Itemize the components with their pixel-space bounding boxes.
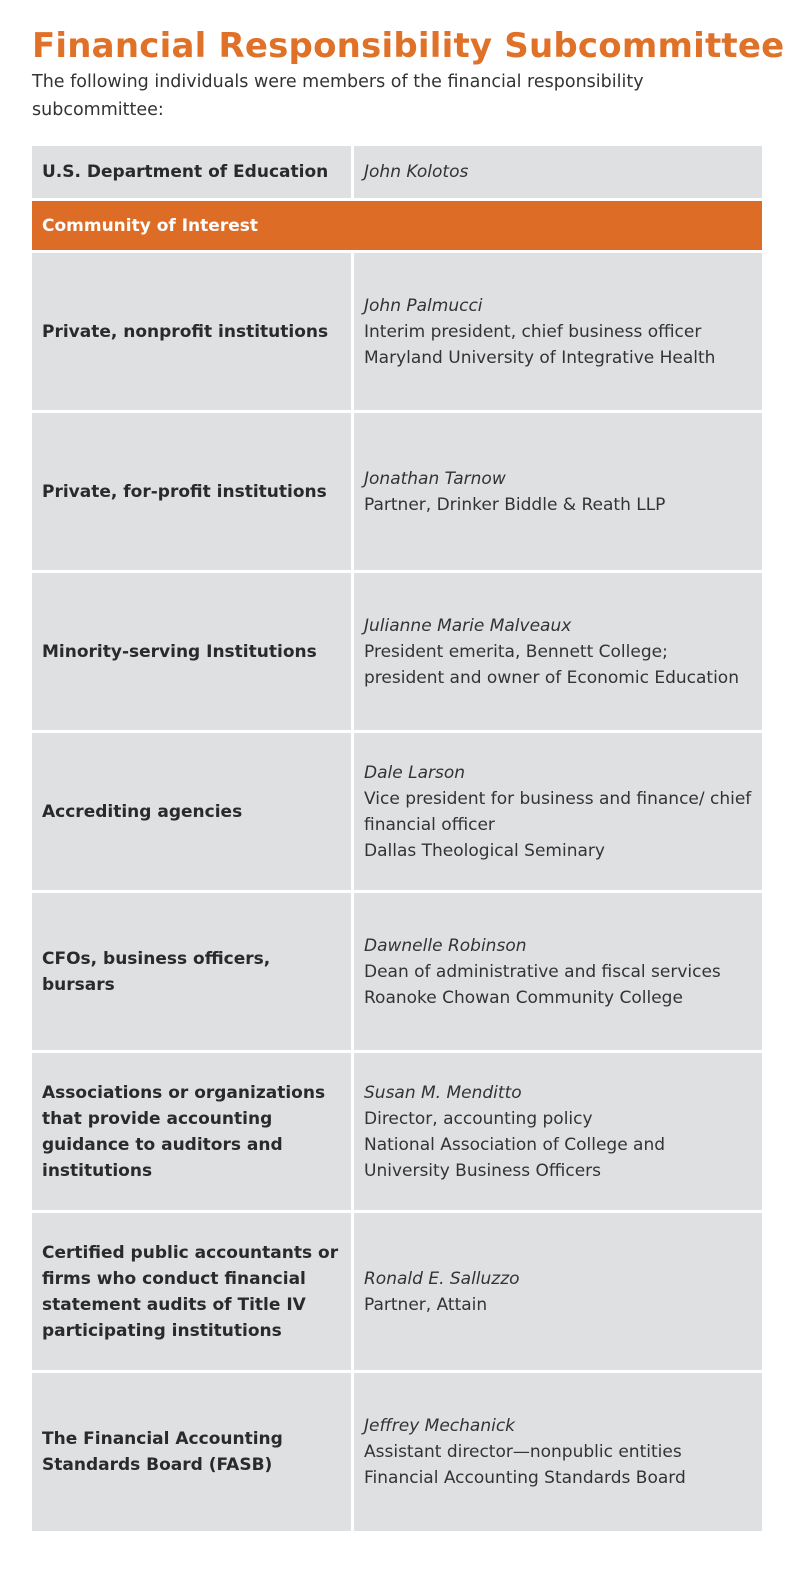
member-detail: Vice president for business and finance/ chief financial officer xyxy=(364,788,752,835)
member-detail: Assistant director—nonpublic entities xyxy=(364,1442,682,1462)
table-row xyxy=(32,413,762,573)
member-detail: Dallas Theological Seminary xyxy=(364,840,605,861)
row-members xyxy=(354,413,762,570)
row-members xyxy=(354,1213,762,1370)
row-members xyxy=(354,1373,762,1531)
row-members xyxy=(354,146,762,198)
member-detail: Partner, Attain xyxy=(364,1294,488,1315)
member-name: Julianne Marie Malveaux xyxy=(364,615,572,636)
row-label: Associations or organizations that provide accounting guidance to auditors and institutions xyxy=(32,1053,354,1210)
member-detail: Financial Accounting Standards Board xyxy=(364,1468,686,1488)
table-row xyxy=(32,253,762,413)
intro-text: The following individuals were members of the financial responsibility subcommittee: xyxy=(32,72,644,120)
member-name: John Kolotos xyxy=(364,162,469,182)
row-members xyxy=(354,893,762,1050)
member-name: Dale Larson xyxy=(364,762,466,783)
member-detail: Roanoke Chowan Community College xyxy=(364,987,683,1008)
row-label: Minority-serving Institutions xyxy=(32,573,354,730)
member-name: Dawnelle Robinson xyxy=(364,935,527,956)
member-detail: Partner, Drinker Biddle & Reath LLP xyxy=(364,494,666,515)
section-band: Community of Interest xyxy=(32,201,762,253)
row-members xyxy=(354,1053,762,1210)
row-label: The Financial Accounting Standards Board (FASB) xyxy=(32,1373,354,1531)
member-name: Jonathan Tarnow xyxy=(364,468,506,489)
row-members xyxy=(354,733,762,890)
member-detail: Maryland University of Integrative Health xyxy=(364,347,716,368)
member-name: Susan M. Menditto xyxy=(364,1082,522,1103)
member-name: Ronald E. Salluzzo xyxy=(364,1268,520,1289)
table-row xyxy=(32,573,762,733)
row-label: CFOs, business officers, bursars xyxy=(32,893,354,1050)
member-detail: National Association of College and University Business Officers xyxy=(364,1134,666,1181)
member-detail: Interim president, chief business officer xyxy=(364,321,702,342)
member-detail: President emerita, Bennett College; president and owner of Economic Education xyxy=(364,641,739,688)
member-name: John Palmucci xyxy=(364,295,483,316)
page-title: Financial Responsibility Subcommittee xyxy=(32,26,785,66)
row-members xyxy=(354,253,762,410)
table-row xyxy=(32,1213,762,1373)
member-detail: Director, accounting policy xyxy=(364,1108,593,1129)
member-detail: Dean of administrative and fiscal services xyxy=(364,961,721,982)
row-members xyxy=(354,573,762,730)
row-label: Accrediting agencies xyxy=(32,733,354,890)
row-label: U.S. Department of Education xyxy=(32,146,354,198)
row-label: Certified public accountants or firms who conduct financial statement audits of Title IV participating institutions xyxy=(32,1213,354,1370)
row-label: Private, nonprofit institutions xyxy=(32,253,354,410)
table-row-department xyxy=(32,146,762,201)
row-label: Private, for-profit institutions xyxy=(32,413,354,570)
member-name: Jeffrey Mechanick xyxy=(364,1416,516,1436)
table-row xyxy=(32,1053,762,1213)
members-table xyxy=(32,146,762,1531)
table-row xyxy=(32,893,762,1053)
table-row xyxy=(32,733,762,893)
table-row xyxy=(32,1373,762,1531)
